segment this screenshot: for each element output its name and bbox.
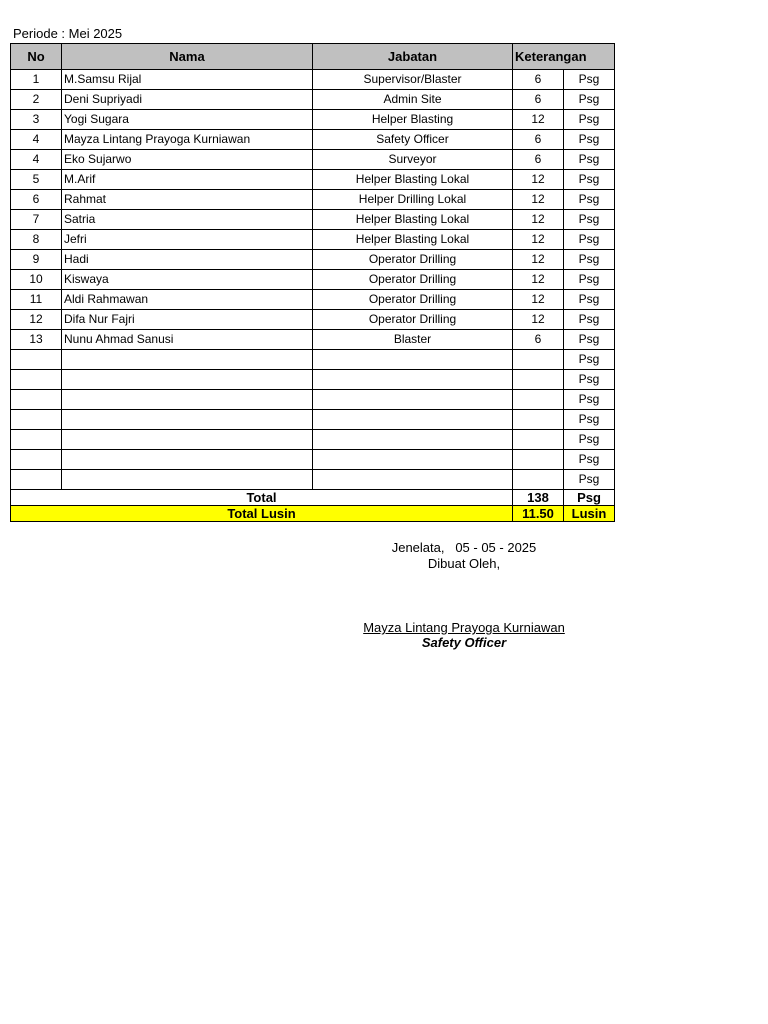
cell-no bbox=[11, 390, 62, 410]
table-row bbox=[11, 330, 615, 350]
total-row bbox=[11, 490, 615, 506]
cell-no: 4 bbox=[11, 130, 62, 150]
header-no: No bbox=[11, 44, 62, 70]
cell-unit: Psg bbox=[564, 130, 615, 150]
cell-nama: Difa Nur Fajri bbox=[62, 310, 313, 330]
table-row bbox=[11, 430, 615, 450]
cell-qty bbox=[513, 390, 564, 410]
cell-unit: Psg bbox=[564, 430, 615, 450]
cell-no bbox=[11, 450, 62, 470]
cell-unit: Psg bbox=[564, 290, 615, 310]
cell-jabatan: Admin Site bbox=[313, 90, 513, 110]
cell-jabatan: Helper Blasting Lokal bbox=[313, 170, 513, 190]
cell-unit: Psg bbox=[564, 90, 615, 110]
cell-qty bbox=[513, 350, 564, 370]
cell-unit: Psg bbox=[564, 350, 615, 370]
total-label: Total bbox=[11, 490, 513, 506]
cell-nama: Kiswaya bbox=[62, 270, 313, 290]
table-body bbox=[11, 70, 615, 490]
cell-unit: Psg bbox=[564, 330, 615, 350]
cell-qty bbox=[513, 410, 564, 430]
cell-no: 4 bbox=[11, 150, 62, 170]
table-row bbox=[11, 190, 615, 210]
cell-qty: 6 bbox=[513, 130, 564, 150]
cell-nama: Jefri bbox=[62, 230, 313, 250]
cell-no: 8 bbox=[11, 230, 62, 250]
cell-unit: Psg bbox=[564, 310, 615, 330]
cell-no: 6 bbox=[11, 190, 62, 210]
signature-name: Mayza Lintang Prayoga Kurniawan bbox=[363, 620, 565, 635]
signature-place-date: Jenelata, 05 - 05 - 2025 bbox=[391, 540, 537, 555]
cell-no: 10 bbox=[11, 270, 62, 290]
table-row bbox=[11, 90, 615, 110]
periode-label: Periode : Mei 2025 bbox=[13, 26, 123, 41]
cell-nama: Nunu Ahmad Sanusi bbox=[62, 330, 313, 350]
table-row bbox=[11, 470, 615, 490]
table-header-row bbox=[11, 44, 615, 70]
table-row bbox=[11, 250, 615, 270]
table-row bbox=[11, 290, 615, 310]
total-unit: Psg bbox=[564, 490, 615, 506]
cell-no: 2 bbox=[11, 90, 62, 110]
cell-jabatan bbox=[313, 470, 513, 490]
cell-nama bbox=[62, 410, 313, 430]
cell-qty: 12 bbox=[513, 170, 564, 190]
cell-unit: Psg bbox=[564, 250, 615, 270]
cell-jabatan: Helper Drilling Lokal bbox=[313, 190, 513, 210]
cell-jabatan: Operator Drilling bbox=[313, 250, 513, 270]
cell-nama: Yogi Sugara bbox=[62, 110, 313, 130]
cell-no bbox=[11, 470, 62, 490]
cell-no bbox=[11, 430, 62, 450]
cell-nama bbox=[62, 350, 313, 370]
cell-nama: Hadi bbox=[62, 250, 313, 270]
cell-qty: 12 bbox=[513, 190, 564, 210]
cell-jabatan: Helper Blasting bbox=[313, 110, 513, 130]
table-row bbox=[11, 310, 615, 330]
table-row bbox=[11, 270, 615, 290]
cell-jabatan: Safety Officer bbox=[313, 130, 513, 150]
cell-no bbox=[11, 410, 62, 430]
cell-no bbox=[11, 370, 62, 390]
cell-qty: 12 bbox=[513, 310, 564, 330]
total-lusin-unit: Lusin bbox=[564, 506, 615, 522]
total-value: 138 bbox=[513, 490, 564, 506]
cell-unit: Psg bbox=[564, 470, 615, 490]
cell-qty bbox=[513, 430, 564, 450]
cell-unit: Psg bbox=[564, 270, 615, 290]
cell-jabatan bbox=[313, 390, 513, 410]
cell-no: 13 bbox=[11, 330, 62, 350]
cell-jabatan: Operator Drilling bbox=[313, 310, 513, 330]
table-row bbox=[11, 370, 615, 390]
total-lusin-value: 11.50 bbox=[513, 506, 564, 522]
cell-qty: 6 bbox=[513, 90, 564, 110]
cell-jabatan bbox=[313, 450, 513, 470]
cell-qty bbox=[513, 470, 564, 490]
header-nama: Nama bbox=[62, 44, 313, 70]
cell-qty: 12 bbox=[513, 290, 564, 310]
cell-nama: Satria bbox=[62, 210, 313, 230]
cell-nama: Eko Sujarwo bbox=[62, 150, 313, 170]
cell-no: 7 bbox=[11, 210, 62, 230]
cell-nama bbox=[62, 470, 313, 490]
signature-role: Safety Officer bbox=[421, 635, 507, 650]
table-row bbox=[11, 350, 615, 370]
cell-qty: 12 bbox=[513, 230, 564, 250]
signature-made-by: Dibuat Oleh, bbox=[427, 556, 501, 571]
cell-jabatan bbox=[313, 350, 513, 370]
cell-nama: Rahmat bbox=[62, 190, 313, 210]
cell-unit: Psg bbox=[564, 210, 615, 230]
cell-unit: Psg bbox=[564, 370, 615, 390]
cell-unit: Psg bbox=[564, 110, 615, 130]
cell-qty: 12 bbox=[513, 270, 564, 290]
cell-jabatan bbox=[313, 370, 513, 390]
cell-unit: Psg bbox=[564, 150, 615, 170]
table-row bbox=[11, 210, 615, 230]
cell-jabatan: Operator Drilling bbox=[313, 270, 513, 290]
uniform-distribution-table bbox=[10, 43, 615, 522]
table-row bbox=[11, 150, 615, 170]
cell-nama: Mayza Lintang Prayoga Kurniawan bbox=[62, 130, 313, 150]
cell-qty bbox=[513, 450, 564, 470]
cell-nama bbox=[62, 430, 313, 450]
total-lusin-label: Total Lusin bbox=[11, 506, 513, 522]
cell-qty: 12 bbox=[513, 250, 564, 270]
cell-no: 9 bbox=[11, 250, 62, 270]
cell-unit: Psg bbox=[564, 450, 615, 470]
cell-nama bbox=[62, 370, 313, 390]
cell-no: 1 bbox=[11, 70, 62, 90]
total-lusin-row bbox=[11, 506, 615, 522]
cell-qty: 12 bbox=[513, 210, 564, 230]
header-jabatan: Jabatan bbox=[313, 44, 513, 70]
table-row bbox=[11, 410, 615, 430]
cell-qty: 6 bbox=[513, 150, 564, 170]
cell-jabatan: Surveyor bbox=[313, 150, 513, 170]
table-row bbox=[11, 170, 615, 190]
cell-jabatan: Blaster bbox=[313, 330, 513, 350]
cell-no: 5 bbox=[11, 170, 62, 190]
cell-unit: Psg bbox=[564, 190, 615, 210]
cell-qty: 6 bbox=[513, 70, 564, 90]
cell-jabatan: Operator Drilling bbox=[313, 290, 513, 310]
cell-jabatan bbox=[313, 430, 513, 450]
table-row bbox=[11, 230, 615, 250]
cell-jabatan: Helper Blasting Lokal bbox=[313, 230, 513, 250]
table-row bbox=[11, 70, 615, 90]
cell-nama: M.Arif bbox=[62, 170, 313, 190]
table-row bbox=[11, 450, 615, 470]
cell-unit: Psg bbox=[564, 170, 615, 190]
table-row bbox=[11, 110, 615, 130]
cell-unit: Psg bbox=[564, 230, 615, 250]
cell-unit: Psg bbox=[564, 410, 615, 430]
cell-nama bbox=[62, 390, 313, 410]
cell-no bbox=[11, 350, 62, 370]
cell-unit: Psg bbox=[564, 390, 615, 410]
cell-qty bbox=[513, 370, 564, 390]
cell-no: 3 bbox=[11, 110, 62, 130]
cell-qty: 6 bbox=[513, 330, 564, 350]
table-row bbox=[11, 390, 615, 410]
cell-no: 11 bbox=[11, 290, 62, 310]
cell-nama: M.Samsu Rijal bbox=[62, 70, 313, 90]
cell-nama: Deni Supriyadi bbox=[62, 90, 313, 110]
cell-jabatan: Supervisor/Blaster bbox=[313, 70, 513, 90]
table-row bbox=[11, 130, 615, 150]
cell-jabatan bbox=[313, 410, 513, 430]
header-keterangan: Keterangan bbox=[513, 44, 615, 70]
cell-unit: Psg bbox=[564, 70, 615, 90]
cell-nama bbox=[62, 450, 313, 470]
cell-nama: Aldi Rahmawan bbox=[62, 290, 313, 310]
cell-no: 12 bbox=[11, 310, 62, 330]
cell-qty: 12 bbox=[513, 110, 564, 130]
cell-jabatan: Helper Blasting Lokal bbox=[313, 210, 513, 230]
